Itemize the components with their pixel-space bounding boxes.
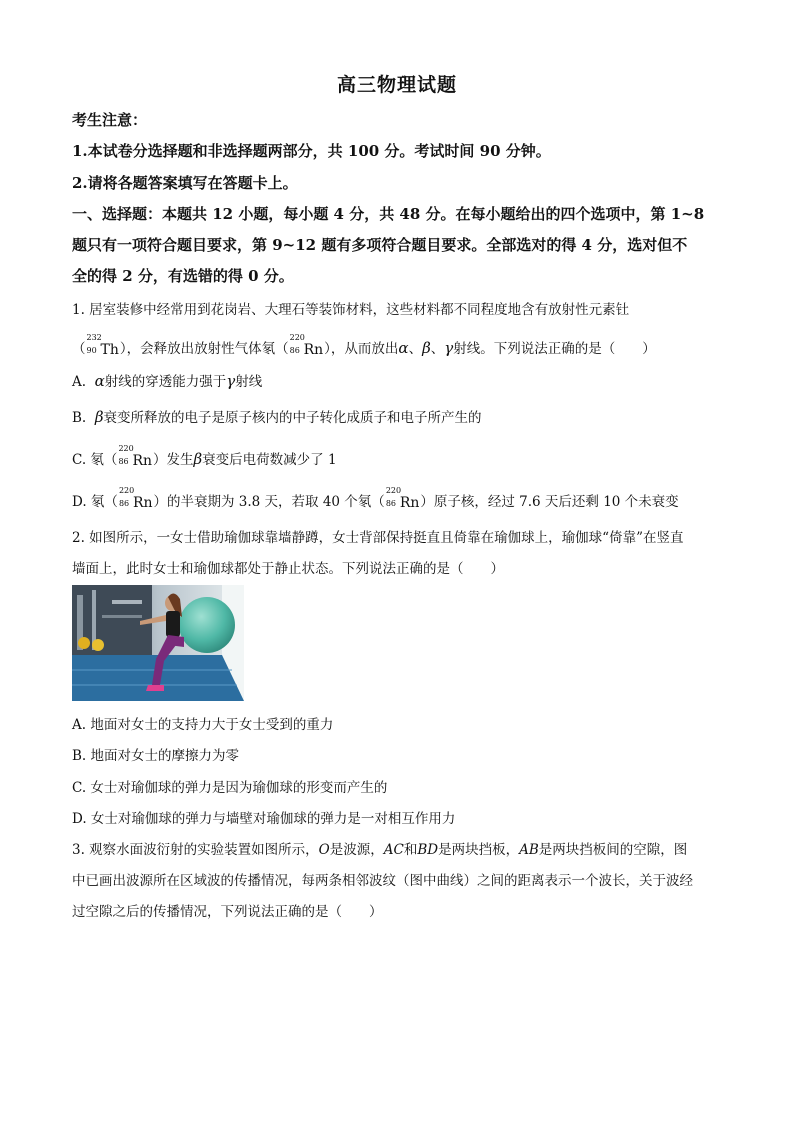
option-text: 衰变后电荷数减少了 1: [202, 452, 337, 468]
q2-stem-line-2: 墙面上，此时女士和瑜伽球都处于静止状态。下列说法正确的是（ ）: [72, 561, 504, 577]
option-text: 射线的穿透能力强于: [104, 374, 227, 390]
q1-option-d: [72, 485, 679, 511]
option-letter: B.: [72, 410, 87, 426]
q1-text: 、: [430, 341, 445, 357]
yoga-ball-squat-photo: [72, 585, 244, 701]
photo-illustration: [72, 585, 244, 701]
q3-text: 和: [403, 842, 418, 858]
gap-ab-label: AB: [519, 842, 539, 858]
q3-stem-line-1: [72, 838, 687, 858]
option-text: ）的半衰期为 3.8 天，若取 40 个氡（: [153, 494, 385, 510]
beta-symbol: β: [422, 339, 431, 357]
radon-atomic-number: 86: [118, 456, 129, 466]
section-1-instructions-line-1: 一、选择题：本题共 12 小题，每小题 4 分，共 48 分。在每小题给出的四个选项中，第 1~8: [72, 205, 705, 223]
option-letter: D. 氡（: [72, 494, 118, 510]
q2-option-c: C. 女士对瑜伽球的弹力是因为瑜伽球的形变而产生的: [72, 780, 388, 796]
q1-option-a: [72, 370, 262, 390]
q1-text: （: [72, 341, 86, 357]
radon-mass-number: 220: [118, 443, 134, 453]
option-text: 射线: [235, 374, 263, 390]
radon-mass-number: 220: [118, 485, 135, 495]
beta-symbol: β: [193, 450, 203, 468]
wave-source-label: O: [318, 842, 330, 858]
radon-atomic-number: 86: [385, 498, 396, 508]
q3-text: 是两块挡板，: [438, 842, 520, 858]
q2-option-a: A. 地面对女士的支持力大于女士受到的重力: [72, 717, 334, 733]
q1-text: ），会释放出放射性气体氡（: [119, 341, 289, 357]
q1-stem-line-2: [72, 332, 656, 358]
radon-symbol: Rn: [399, 494, 420, 511]
barrier-ac-label: AC: [383, 842, 404, 858]
radon-atomic-number: 86: [118, 498, 130, 508]
q3-text: 是两块挡板间的空隙，图: [538, 842, 688, 858]
beta-symbol: β: [94, 408, 104, 426]
radon-mass-number: 220: [289, 332, 305, 342]
option-letter: A.: [72, 374, 87, 390]
q1-option-b: [72, 406, 481, 426]
alpha-symbol: α: [94, 372, 105, 390]
q2-stem-line-1: 2. 如图所示，一女士借助瑜伽球靠墙静蹲，女士背部保持挺直且倚靠在瑜伽球上，瑜伽球“倚靠”在竖直: [72, 530, 684, 546]
q3-stem-line-3: 过空隙之后的传播情况，下列说法正确的是（ ）: [72, 904, 383, 920]
radon-nuclide: [118, 443, 152, 469]
q1-option-c: [72, 443, 337, 469]
thorium-mass-number: 232: [86, 332, 102, 342]
alpha-symbol: α: [398, 339, 409, 357]
option-text: ）原子核，经过 7.6 天后还剩 10 个未衰变: [420, 494, 679, 510]
option-text: ）发生: [153, 452, 194, 468]
option-text: 衰变所释放的电子是原子核内的中子转化成质子和电子所产生的: [103, 410, 482, 426]
q1-stem-line-1: 1. 居室装修中经常用到花岗岩、大理石等装饰材料，这些材料都不同程度地含有放射性元素钍: [72, 302, 630, 318]
q3-text: 3. 观察水面波衍射的实验装置如图所示，: [72, 842, 319, 858]
notice-item-1: 1.本试卷分选择题和非选择题两部分，共 100 分。考试时间 90 分钟。: [72, 142, 551, 160]
thorium-nuclide: [86, 332, 119, 358]
radon-nuclide: [118, 485, 153, 511]
q3-text: 是波源，: [329, 842, 384, 858]
q1-text: 、: [408, 341, 423, 357]
gamma-symbol: γ: [444, 339, 454, 357]
option-letter: C. 氡（: [72, 452, 118, 468]
barrier-bd-label: BD: [417, 842, 439, 858]
radon-symbol: Rn: [132, 452, 152, 469]
radon-nuclide: [385, 485, 420, 511]
radon-atomic-number: 86: [289, 345, 300, 355]
radon-symbol: Rn: [132, 494, 153, 511]
notice-heading: 考生注意：: [72, 111, 148, 129]
section-1-instructions-line-3: 全的得 2 分，有选错的得 0 分。: [72, 267, 294, 285]
thorium-symbol: Th: [100, 341, 119, 358]
page-title: 高三物理试题: [336, 74, 457, 96]
radon-mass-number: 220: [385, 485, 402, 495]
radon-nuclide: [289, 332, 324, 358]
q1-text: 射线。下列说法正确的是（ ）: [453, 341, 656, 357]
thorium-atomic-number: 90: [86, 345, 97, 355]
q2-option-d: D. 女士对瑜伽球的弹力与墙壁对瑜伽球的弹力是一对相互作用力: [72, 811, 456, 827]
radon-symbol: Rn: [303, 341, 324, 358]
section-1-instructions-line-2: 题只有一项符合题目要求，第 9~12 题有多项符合题目要求。全部选对的得 4 分，选对但不: [72, 236, 688, 254]
q2-option-b: B. 地面对女士的摩擦力为零: [72, 748, 240, 764]
gamma-symbol: γ: [226, 372, 236, 390]
q1-text: ），从而放出: [324, 341, 399, 357]
q3-stem-line-2: 中已画出波源所在区域波的传播情况，每两条相邻波纹（图中曲线）之间的距离表示一个波长，关于波经: [72, 873, 693, 889]
notice-item-2: 2.请将各题答案填写在答题卡上。: [72, 174, 298, 192]
